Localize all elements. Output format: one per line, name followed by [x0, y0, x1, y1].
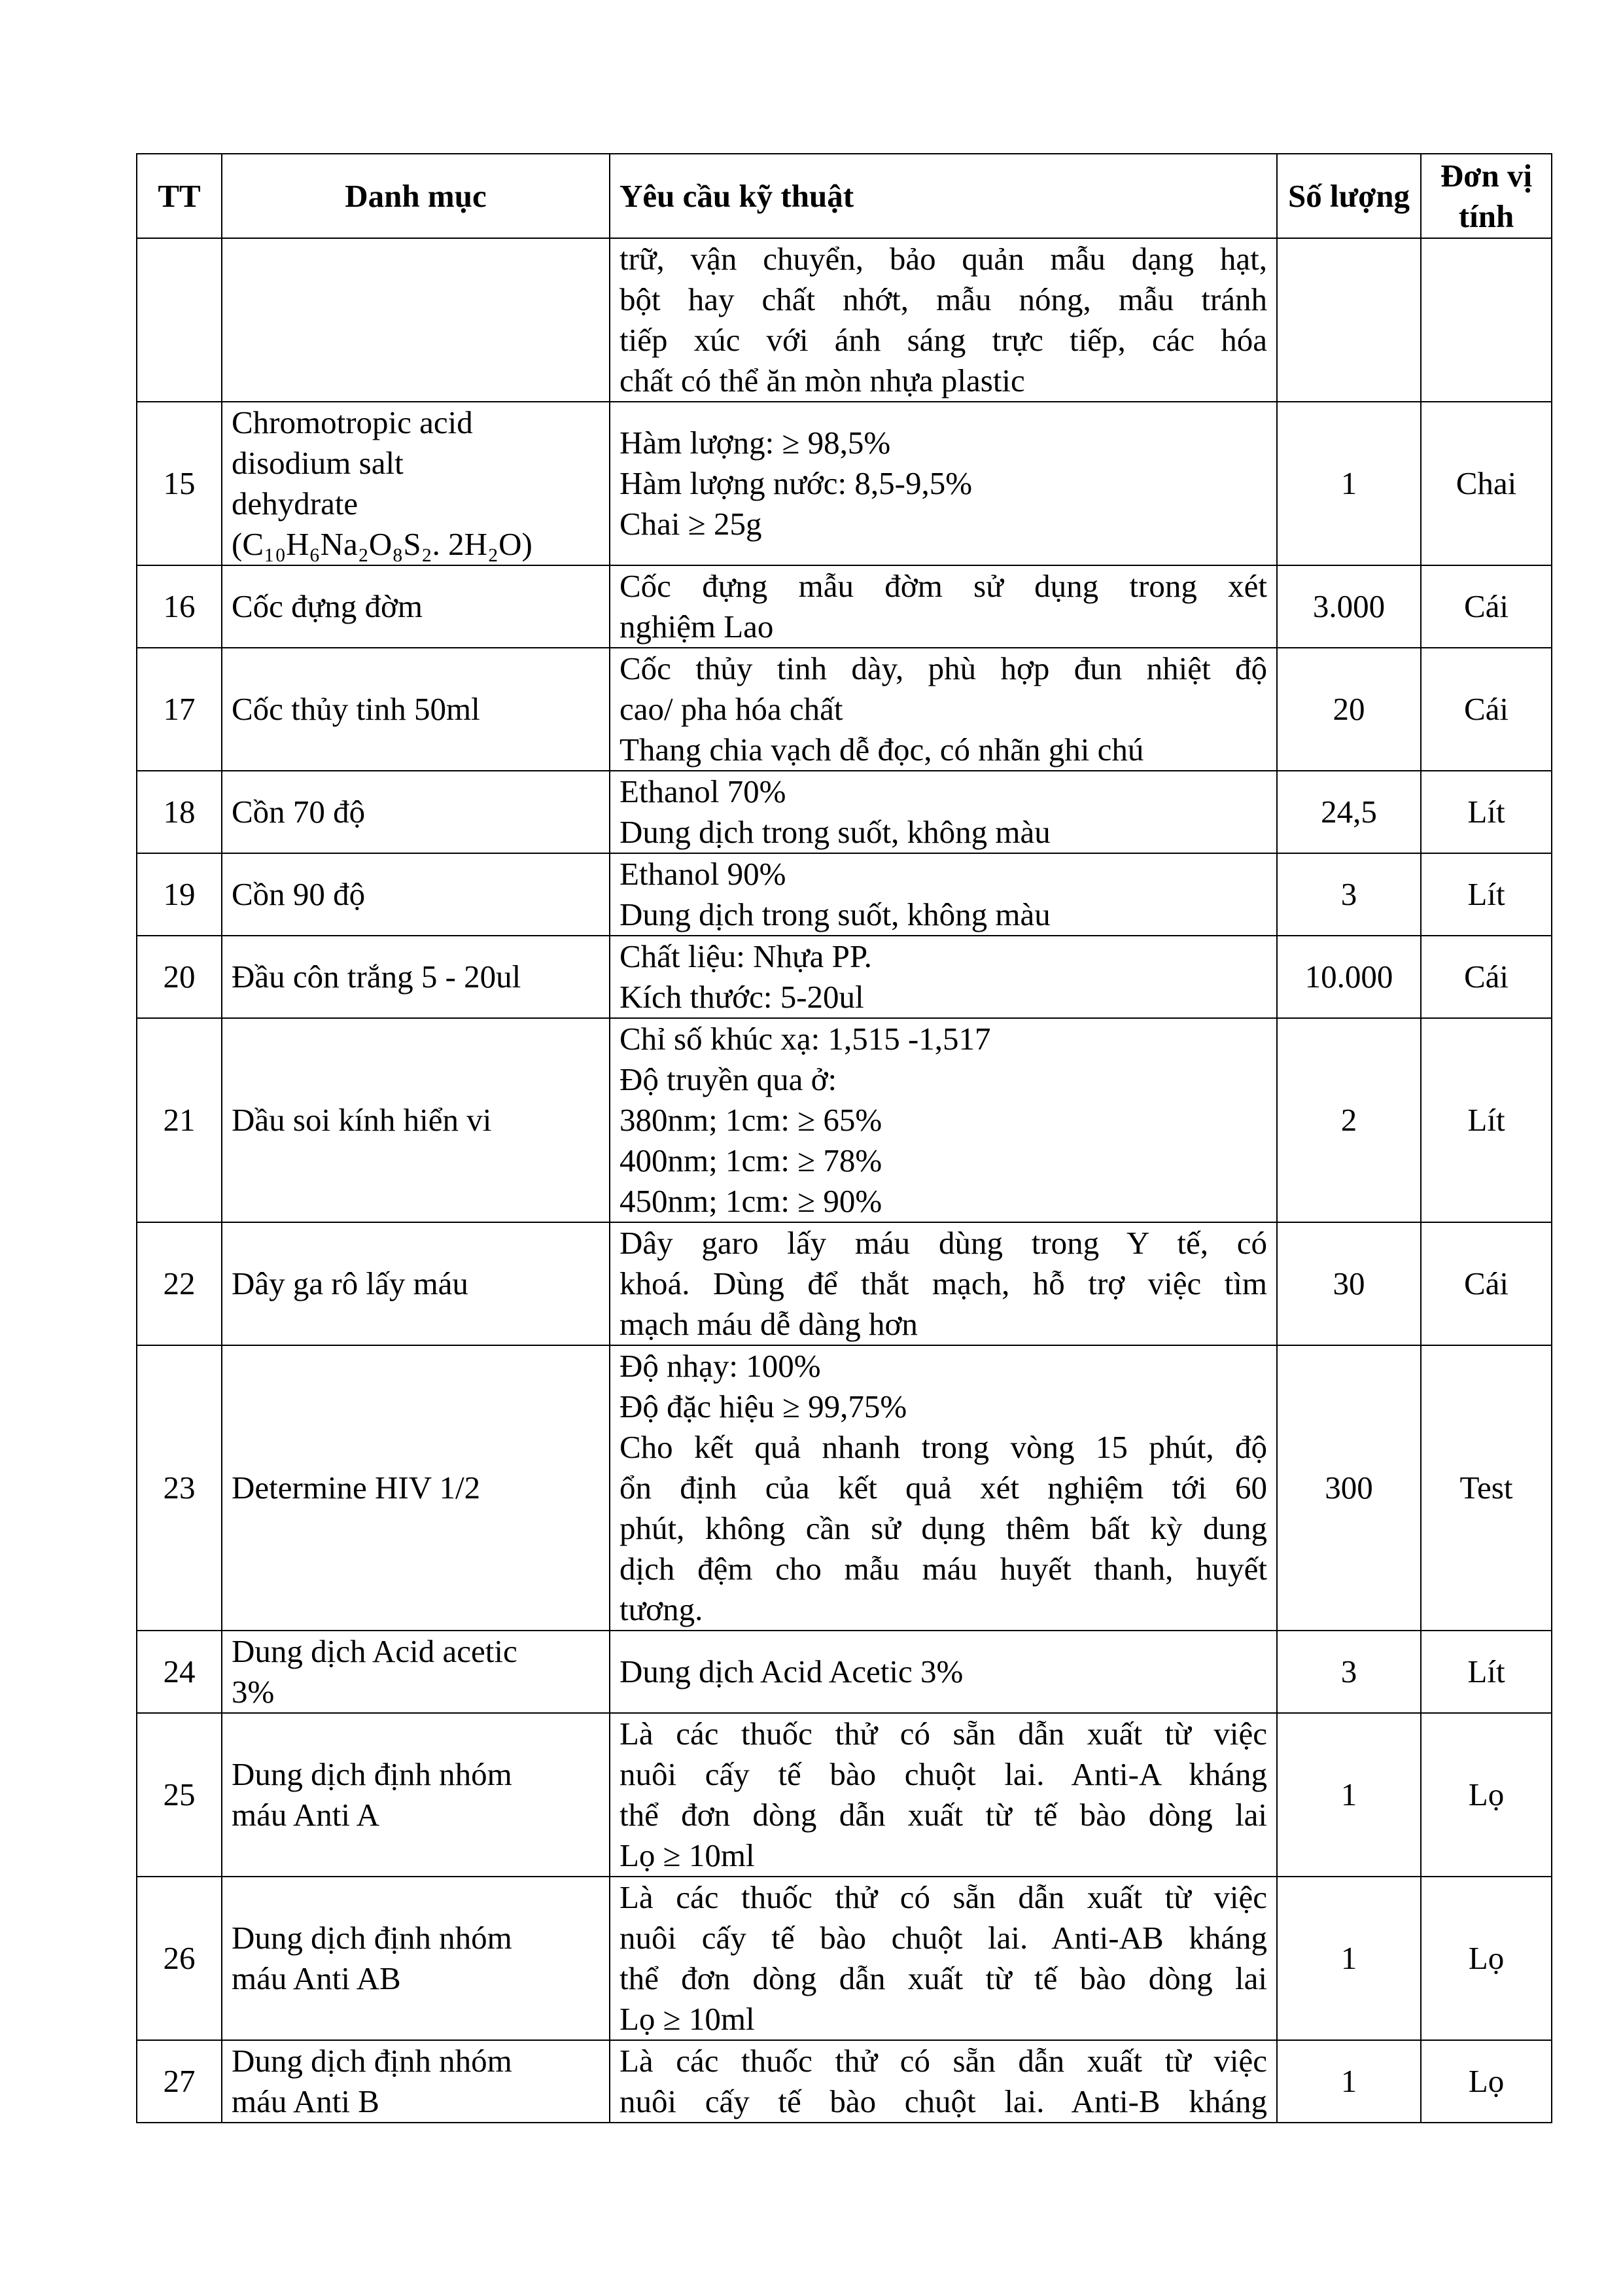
name-line: Cốc đựng đờm [232, 588, 423, 624]
cell-danh-muc [222, 1877, 610, 2040]
name-line: Dung dịch Acid acetic [232, 1633, 517, 1669]
spec-line: nuôi cấy tế bào chuột lai. Anti-A kháng [620, 1756, 1267, 1792]
name-line: Dung dịch định nhóm [232, 1756, 512, 1792]
cell-yeu-cau [610, 2040, 1277, 2123]
cell-so-luong: 30 [1277, 1222, 1421, 1345]
cell-don-vi: Lít [1421, 771, 1552, 853]
cell-tt: 20 [137, 936, 222, 1018]
spec-line: ổn định của kết quả xét nghiệm tới 60 [620, 1470, 1267, 1506]
name-line: máu Anti A [232, 1797, 379, 1833]
name-line: Determine HIV 1/2 [232, 1470, 481, 1506]
spec-line: Ethanol 90% [620, 856, 786, 892]
cell-tt: 21 [137, 1018, 222, 1222]
cell-so-luong: 20 [1277, 648, 1421, 771]
cell-yeu-cau [610, 1877, 1277, 2040]
cell-yeu-cau [610, 238, 1277, 402]
cell-don-vi: Lọ [1421, 1713, 1552, 1877]
cell-tt: 24 [137, 1631, 222, 1713]
name-line: Cốc thủy tinh 50ml [232, 691, 480, 727]
equipment-table [136, 153, 1552, 2123]
table-body [137, 238, 1552, 2123]
spec-line: Kích thước: 5-20ul [620, 979, 864, 1015]
spec-line: Là các thuốc thử có sẵn dẫn xuất từ việc [620, 2043, 1267, 2079]
spec-line: Chai ≥ 25g [620, 506, 762, 542]
spec-line: Dung dịch trong suốt, không màu [620, 896, 1051, 932]
spec-line: bột hay chất nhớt, mẫu nóng, mẫu tránh [620, 281, 1267, 317]
header-so-luong: Số lượng [1277, 154, 1421, 238]
cell-so-luong: 1 [1277, 2040, 1421, 2123]
cell-don-vi: Chai [1421, 402, 1552, 565]
spec-line: phút, không cần sử dụng thêm bất kỳ dung [620, 1510, 1267, 1546]
cell-danh-muc [222, 238, 610, 402]
cell-yeu-cau [610, 402, 1277, 565]
cell-so-luong: 10.000 [1277, 936, 1421, 1018]
spec-line: Hàm lượng nước: 8,5-9,5% [620, 465, 973, 501]
table-row [137, 936, 1552, 1018]
cell-yeu-cau [610, 771, 1277, 853]
cell-tt: 27 [137, 2040, 222, 2123]
cell-yeu-cau [610, 648, 1277, 771]
spec-line: thể đơn dòng dẫn xuất từ tế bào dòng lai [620, 1960, 1267, 1996]
cell-tt: 15 [137, 402, 222, 565]
cell-tt: 18 [137, 771, 222, 853]
name-line: Chromotropic acid [232, 404, 473, 440]
cell-tt: 23 [137, 1345, 222, 1631]
cell-yeu-cau [610, 936, 1277, 1018]
name-line: máu Anti AB [232, 1960, 401, 1996]
spec-line: nuôi cấy tế bào chuột lai. Anti-AB kháng [620, 1920, 1267, 1956]
spec-line: Độ truyền qua ở: [620, 1061, 837, 1097]
cell-tt [137, 238, 222, 402]
spec-line: 380nm; 1cm: ≥ 65% [620, 1102, 882, 1138]
cell-so-luong: 3.000 [1277, 565, 1421, 648]
cell-tt: 22 [137, 1222, 222, 1345]
spec-line: Cốc đựng mẫu đờm sử dụng trong xét [620, 568, 1267, 604]
name-line: Cồn 70 độ [232, 794, 366, 830]
cell-danh-muc [222, 1631, 610, 1713]
table-row [137, 2040, 1552, 2123]
cell-so-luong: 3 [1277, 1631, 1421, 1713]
name-line: Dây ga rô lấy máu [232, 1265, 468, 1301]
spec-line: chất có thể ăn mòn nhựa plastic [620, 362, 1025, 398]
spec-line: nghiệm Lao [620, 609, 774, 645]
name-line: Cồn 90 độ [232, 876, 366, 912]
spec-line: tương. [620, 1591, 703, 1627]
header-don-vi: Đơn vị tính [1421, 154, 1552, 238]
spec-line: cao/ pha hóa chất [620, 691, 843, 727]
table-row [137, 1018, 1552, 1222]
cell-danh-muc [222, 1713, 610, 1877]
table-row [137, 771, 1552, 853]
cell-tt: 26 [137, 1877, 222, 2040]
spec-line: Cho kết quả nhanh trong vòng 15 phút, độ [620, 1429, 1267, 1465]
table-row [137, 853, 1552, 936]
cell-danh-muc [222, 1345, 610, 1631]
cell-so-luong: 24,5 [1277, 771, 1421, 853]
spec-line: dịch đệm cho mẫu máu huyết thanh, huyết [620, 1551, 1267, 1587]
cell-don-vi [1421, 238, 1552, 402]
spec-line: 450nm; 1cm: ≥ 90% [620, 1183, 882, 1219]
cell-yeu-cau [610, 1222, 1277, 1345]
cell-so-luong: 1 [1277, 1713, 1421, 1877]
spec-line: khoá. Dùng để thắt mạch, hỗ trợ việc tìm [620, 1265, 1267, 1301]
cell-danh-muc [222, 402, 610, 565]
cell-danh-muc [222, 2040, 610, 2123]
table-row [137, 238, 1552, 402]
name-line: disodium salt [232, 445, 404, 481]
cell-don-vi: Lít [1421, 1631, 1552, 1713]
cell-yeu-cau [610, 565, 1277, 648]
cell-danh-muc [222, 936, 610, 1018]
cell-danh-muc [222, 648, 610, 771]
table-row [137, 648, 1552, 771]
cell-danh-muc [222, 771, 610, 853]
cell-danh-muc [222, 565, 610, 648]
name-line: dehydrate [232, 486, 358, 521]
cell-yeu-cau [610, 1018, 1277, 1222]
spec-line: Lọ ≥ 10ml [620, 2001, 755, 2037]
table-row [137, 1222, 1552, 1345]
cell-danh-muc [222, 1222, 610, 1345]
cell-don-vi: Lít [1421, 1018, 1552, 1222]
table-row [137, 1631, 1552, 1713]
cell-tt: 17 [137, 648, 222, 771]
cell-so-luong: 1 [1277, 402, 1421, 565]
table-row [137, 1345, 1552, 1631]
header-danh-muc: Danh mục [222, 154, 610, 238]
spec-line: 400nm; 1cm: ≥ 78% [620, 1142, 882, 1178]
name-line: máu Anti B [232, 2083, 379, 2119]
cell-yeu-cau [610, 1713, 1277, 1877]
cell-so-luong: 300 [1277, 1345, 1421, 1631]
spec-line: Hàm lượng: ≥ 98,5% [620, 425, 891, 461]
spec-line: Cốc thủy tinh dày, phù hợp đun nhiệt độ [620, 650, 1267, 686]
spec-line: mạch máu dễ dàng hơn [620, 1306, 918, 1342]
table-row [137, 402, 1552, 565]
cell-don-vi: Cái [1421, 565, 1552, 648]
cell-don-vi: Lọ [1421, 1877, 1552, 2040]
spec-line: thể đơn dòng dẫn xuất từ tế bào dòng lai [620, 1797, 1267, 1833]
spec-line: Là các thuốc thử có sẵn dẫn xuất từ việc [620, 1716, 1267, 1752]
table-header-row [137, 154, 1552, 238]
spec-line: Là các thuốc thử có sẵn dẫn xuất từ việc [620, 1879, 1267, 1915]
cell-so-luong: 3 [1277, 853, 1421, 936]
name-line: Dung dịch định nhóm [232, 1920, 512, 1956]
name-line: (C₁₀H₆Na₂O₈S₂. 2H₂O) [232, 526, 532, 562]
cell-don-vi: Cái [1421, 936, 1552, 1018]
cell-yeu-cau [610, 1631, 1277, 1713]
name-line: Dầu soi kính hiển vi [232, 1102, 492, 1138]
cell-tt: 16 [137, 565, 222, 648]
cell-don-vi: Test [1421, 1345, 1552, 1631]
table-row [137, 1877, 1552, 2040]
cell-don-vi: Lọ [1421, 2040, 1552, 2123]
spec-line: tiếp xúc với ánh sáng trực tiếp, các hóa [620, 322, 1267, 358]
spec-line: Dung dịch trong suốt, không màu [620, 814, 1051, 850]
spec-line: Dung dịch Acid Acetic 3% [620, 1653, 964, 1689]
cell-so-luong: 1 [1277, 1877, 1421, 2040]
table-row [137, 1713, 1552, 1877]
cell-tt: 25 [137, 1713, 222, 1877]
cell-yeu-cau [610, 853, 1277, 936]
header-tt: TT [137, 154, 222, 238]
cell-don-vi: Cái [1421, 648, 1552, 771]
spec-line: Thang chia vạch dễ đọc, có nhãn ghi chú [620, 732, 1144, 768]
spec-line: Ethanol 70% [620, 773, 786, 809]
cell-don-vi: Lít [1421, 853, 1552, 936]
cell-so-luong: 2 [1277, 1018, 1421, 1222]
spec-line: Độ nhạy: 100% [620, 1348, 821, 1384]
name-line: Dung dịch định nhóm [232, 2043, 512, 2079]
spec-line: Dây garo lấy máu dùng trong Y tế, có [620, 1225, 1267, 1261]
cell-so-luong [1277, 238, 1421, 402]
header-yeu-cau: Yêu cầu kỹ thuật [610, 154, 1277, 238]
spec-line: Chỉ số khúc xạ: 1,515 -1,517 [620, 1021, 991, 1057]
spec-line: trữ, vận chuyển, bảo quản mẫu dạng hạt, [620, 241, 1267, 277]
name-line: 3% [232, 1674, 275, 1710]
cell-yeu-cau [610, 1345, 1277, 1631]
spec-line: Lọ ≥ 10ml [620, 1837, 755, 1873]
cell-danh-muc [222, 853, 610, 936]
cell-tt: 19 [137, 853, 222, 936]
cell-danh-muc [222, 1018, 610, 1222]
spec-line: Chất liệu: Nhựa PP. [620, 938, 872, 974]
spec-line: Độ đặc hiệu ≥ 99,75% [620, 1388, 907, 1424]
name-line: Đầu côn trắng 5 - 20ul [232, 959, 521, 995]
table-row [137, 565, 1552, 648]
cell-don-vi: Cái [1421, 1222, 1552, 1345]
spec-line: nuôi cấy tế bào chuột lai. Anti-B kháng [620, 2083, 1267, 2119]
